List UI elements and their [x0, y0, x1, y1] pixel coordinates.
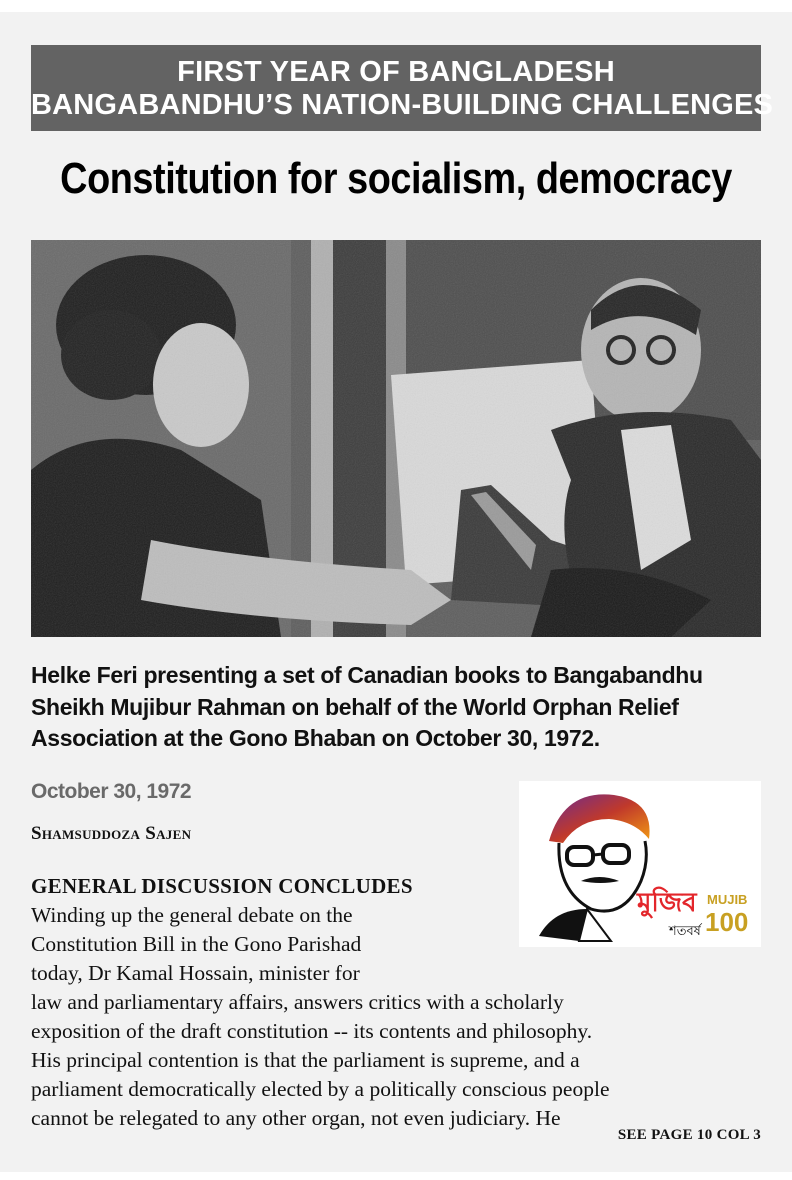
continued-jump-line[interactable]: SEE PAGE 10 COL 3: [617, 1127, 761, 1143]
caption-line: Association at the Gono Bhaban on October 30, 1972.: [31, 725, 600, 751]
article-line: Winding up the general debate on the: [31, 903, 353, 927]
kicker-line-1: FIRST YEAR OF BANGLADESH: [177, 56, 615, 88]
headline: Constitution for socialism, democracy: [60, 154, 732, 203]
article-line: Constitution Bill in the Gono Parishad: [31, 932, 362, 956]
article-body: [31, 872, 771, 1133]
article-line: law and parliamentary affairs, answers critics with a scholarly: [31, 990, 564, 1014]
article-line: cannot be relegated to any other organ, not even judiciary. He: [31, 1106, 561, 1130]
article-line: today, Dr Kamal Hossain, minister for: [31, 961, 360, 985]
caption-line: Sheikh Mujibur Rahman on behalf of the World Orphan Relief: [31, 693, 679, 720]
article-line: parliament democratically elected by a politically conscious people: [31, 1077, 610, 1101]
logo-latin-word: MUJIB: [707, 892, 748, 907]
newspaper-page: [0, 12, 792, 1172]
caption-line: Helke Feri presenting a set of Canadian books to Bangabandhu: [31, 662, 703, 688]
article-line: exposition of the draft constitution -- its contents and philosophy.: [31, 1019, 593, 1043]
photo-caption: [31, 660, 766, 755]
section-kicker: [31, 45, 774, 131]
news-photo: [31, 240, 761, 637]
logo-bangla-main: মুজিব: [637, 888, 697, 918]
logo-bangla-sub: শতবর্ষ: [669, 924, 701, 939]
byline: Shamsuddoza Sajen: [31, 823, 192, 844]
kicker-line-2: BANGABANDHU’S NATION-BUILDING CHALLENGES: [31, 89, 774, 121]
article-line: His principal contention is that the parliament is supreme, and a: [31, 1048, 580, 1072]
logo-number: 100: [705, 907, 749, 937]
article-subhead: GENERAL DISCUSSION CONCLUDES: [31, 874, 413, 898]
dateline: October 30, 1972: [31, 780, 192, 803]
